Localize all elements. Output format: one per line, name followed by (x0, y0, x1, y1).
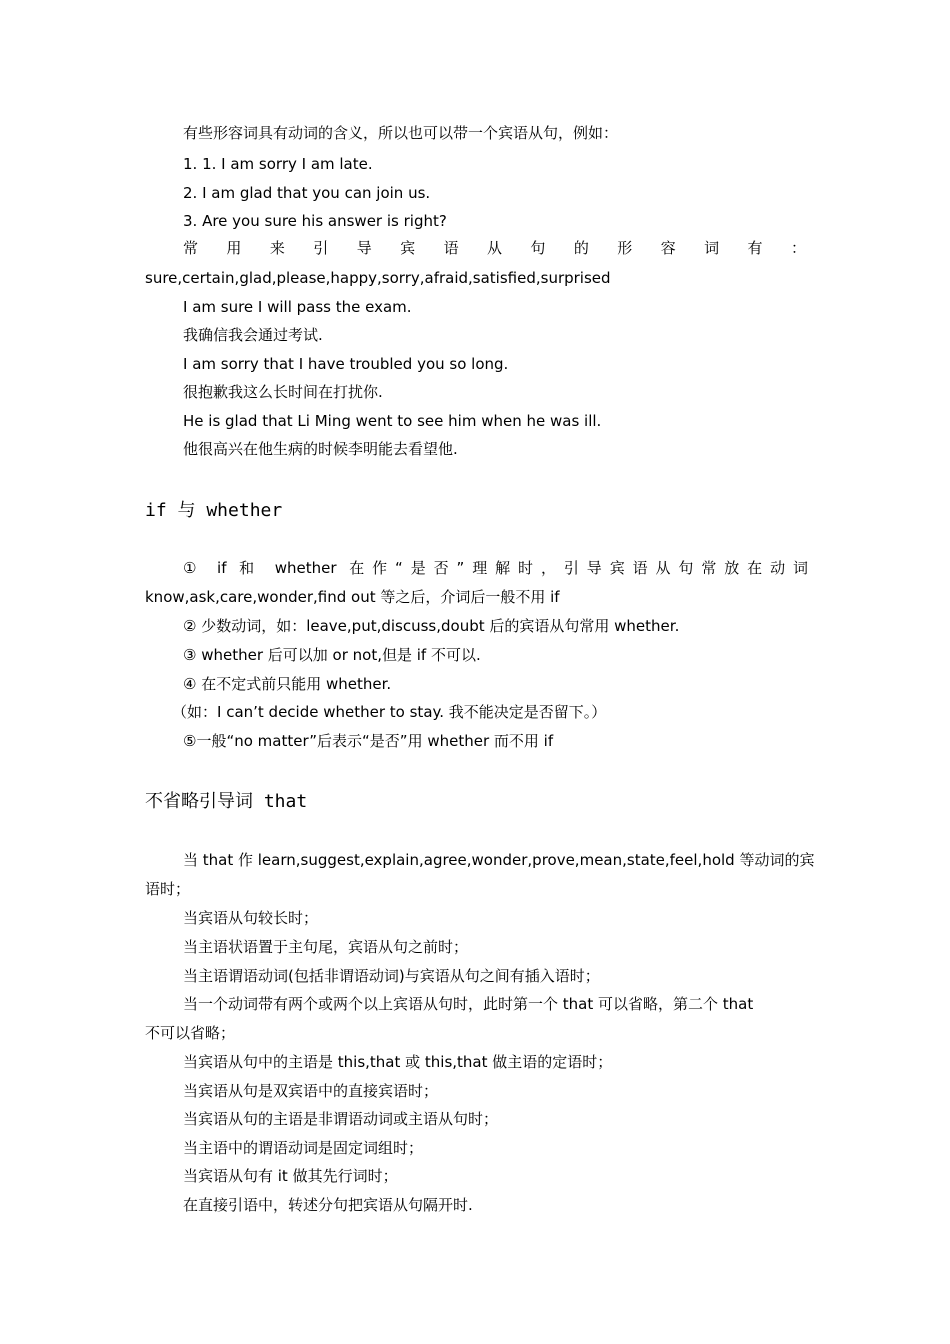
rule-4: ④ 在不定式前只能用 whether. (183, 675, 392, 693)
example-2: 2. I am glad that you can join us. (183, 184, 431, 202)
rule-1-line-2: know,ask,care,wonder,find out 等之后，介词后一般不用 if (145, 588, 560, 606)
sentence-1-english: I am sure I will pass the exam. (183, 298, 412, 316)
sentence-3-english: He is glad that Li Ming went to see him when he was ill. (183, 412, 602, 430)
keep-that-rule-6: 当宾语从句中的主语是 this,that 或 this,that 做主语的定语时； (183, 1053, 613, 1071)
example-1: 1. 1. I am sorry I am late. (183, 155, 373, 173)
keep-that-rule-5-line-2: 不可以省略； (145, 1024, 236, 1042)
sentence-2-english: I am sorry that I have troubled you so long. (183, 355, 509, 373)
sentence-3-chinese: 他很高兴在他生病的时候李明能去看望他. (183, 440, 458, 458)
keep-that-rule-5-line-1: 当一个动词带有两个或两个以上宾语从句时，此时第一个 that 可以省略，第二个 that (183, 995, 754, 1013)
keep-that-rule-1-line-1: 当 that 作 learn,suggest,explain,agree,wonder,prove,mean,state,feel,hold 等动词的宾 (183, 851, 815, 869)
keep-that-rule-10: 当宾语从句有 it 做其先行词时； (183, 1167, 398, 1185)
rule-2: ② 少数动词，如：leave,put,discuss,doubt 后的宾语从句常用 whether. (183, 617, 680, 635)
section-heading-if-whether: if 与 whether (145, 500, 283, 521)
rule-3: ③ whether 后可以加 or not,但是 if 不可以. (183, 646, 481, 664)
keep-that-rule-11: 在直接引语中，转述分句把宾语从句隔开时. (183, 1196, 473, 1214)
rule-4-example: （如：I can’t decide whether to stay. 我不能决定是否留下。） (172, 703, 607, 721)
keep-that-rule-8: 当宾语从句的主语是非谓语动词或主语从句时； (183, 1110, 499, 1128)
keep-that-rule-2: 当宾语从句较长时； (183, 909, 319, 927)
section-heading-keep-that: 不省略引导词 that (145, 791, 308, 812)
rule-1-line-1: ① if 和 whether 在作“是否”理解时，引导宾语从句常放在动词 (183, 559, 808, 577)
keep-that-rule-3: 当主语状语置于主句尾，宾语从句之前时； (183, 938, 469, 956)
sentence-1-chinese: 我确信我会通过考试. (183, 326, 323, 344)
keep-that-rule-7: 当宾语从句是双宾语中的直接宾语时； (183, 1082, 439, 1100)
keep-that-rule-9: 当主语中的谓语动词是固定词组时； (183, 1139, 424, 1157)
common-adjectives-list: sure,certain,glad,please,happy,sorry,afraid,satisfied,surprised (145, 269, 611, 287)
keep-that-rule-4: 当主语谓语动词(包括非谓语动词)与宾语从句之间有插入语时； (183, 967, 600, 985)
rule-5: ⑤一般“no matter”后表示“是否”用 whether 而不用 if (183, 732, 554, 750)
intro-text: 有些形容词具有动词的含义，所以也可以带一个宾语从句，例如： (183, 124, 619, 142)
sentence-2-chinese: 很抱歉我这么长时间在打扰你. (183, 383, 383, 401)
keep-that-rule-1-line-2: 语时； (145, 880, 191, 898)
example-3: 3. Are you sure his answer is right? (183, 212, 447, 230)
common-adjectives-heading: 常用来引导宾语从句的形容词有： (183, 239, 808, 257)
